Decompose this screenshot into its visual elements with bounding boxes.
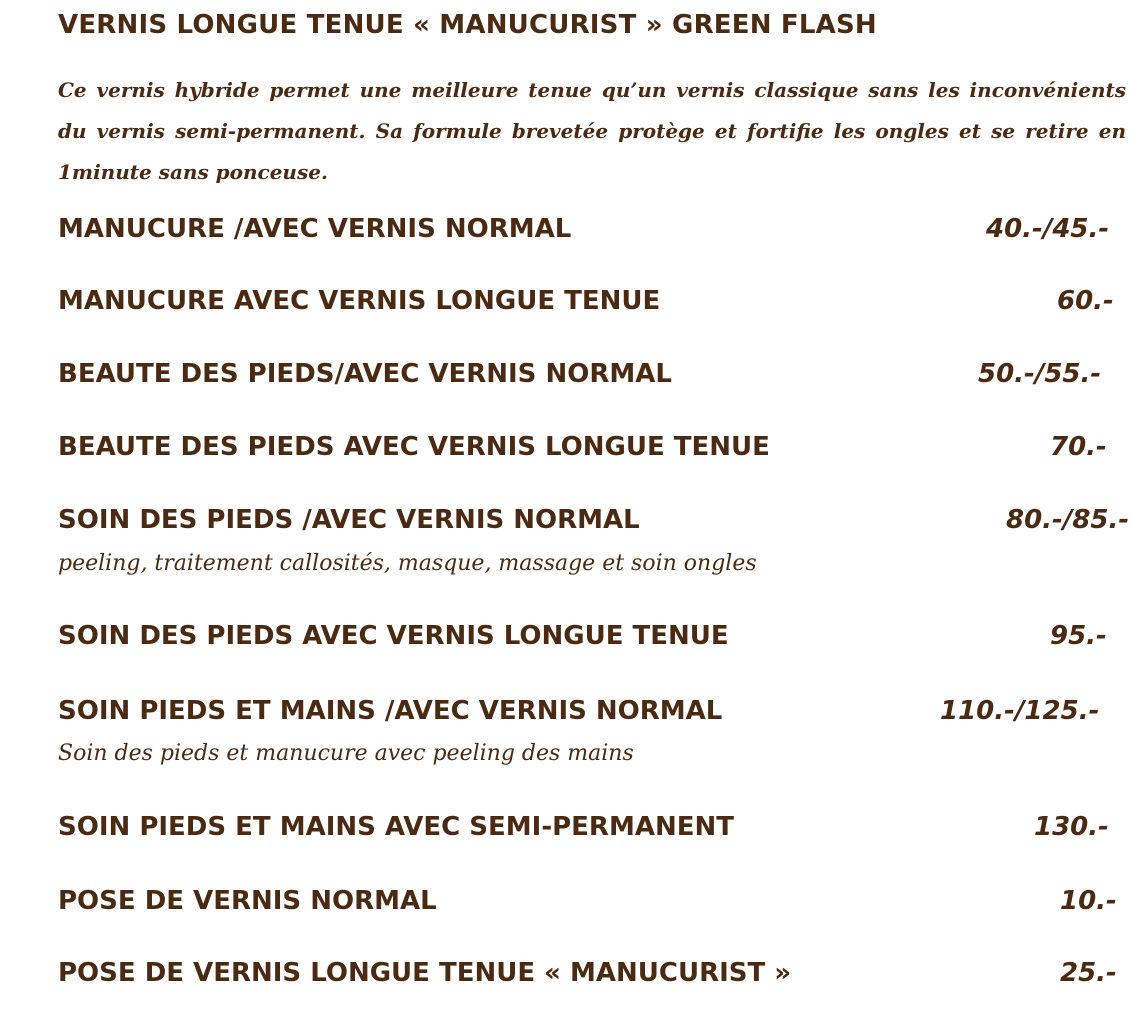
service-row xyxy=(58,505,1130,545)
service-name: MANUCURE /AVEC VERNIS NORMAL xyxy=(58,214,572,244)
service-price: 50.-/55.- xyxy=(978,359,1102,389)
service-name: BEAUTE DES PIEDS AVEC VERNIS LONGUE TENUE xyxy=(58,432,770,462)
service-price: 80.-/85.- xyxy=(1006,505,1130,535)
service-price: 95.- xyxy=(1050,621,1107,651)
service-row xyxy=(58,696,1126,736)
service-row xyxy=(58,432,1126,472)
service-row xyxy=(58,214,1126,254)
service-name: POSE DE VERNIS NORMAL xyxy=(58,886,437,916)
service-name: MANUCURE AVEC VERNIS LONGUE TENUE xyxy=(58,286,661,316)
service-name: BEAUTE DES PIEDS/AVEC VERNIS NORMAL xyxy=(58,359,672,389)
service-row xyxy=(58,286,1126,326)
service-price: 130.- xyxy=(1034,812,1109,842)
service-row xyxy=(58,812,1126,852)
service-note: peeling, traitement callosités, masque, massage et soin ongles xyxy=(58,551,757,576)
service-price: 10.- xyxy=(1060,886,1117,916)
service-name: SOIN PIEDS ET MAINS AVEC SEMI-PERMANENT xyxy=(58,812,734,842)
service-row xyxy=(58,621,1126,661)
service-name: SOIN DES PIEDS /AVEC VERNIS NORMAL xyxy=(58,505,640,535)
service-price: 70.- xyxy=(1050,432,1107,462)
service-row xyxy=(58,958,1126,998)
service-row xyxy=(58,359,1126,399)
service-name: POSE DE VERNIS LONGUE TENUE « MANUCURIST » xyxy=(58,958,792,988)
service-row xyxy=(58,886,1126,926)
service-price: 40.-/45.- xyxy=(986,214,1110,244)
section-heading: VERNIS LONGUE TENUE « MANUCURIST » GREEN FLASH xyxy=(58,10,877,40)
intro-paragraph: Ce vernis hybride permet une meilleure tenue qu’un vernis classique sans les inconvénients du vernis semi-permanent. Sa formule brevetée protège et fortifie les ongles et se retire en 1minute sans ponceuse. xyxy=(58,78,1126,184)
service-name: SOIN DES PIEDS AVEC VERNIS LONGUE TENUE xyxy=(58,621,729,651)
service-price: 60.- xyxy=(1057,286,1114,316)
service-price: 25.- xyxy=(1060,958,1117,988)
service-price: 110.-/125.- xyxy=(940,696,1100,726)
service-name: SOIN PIEDS ET MAINS /AVEC VERNIS NORMAL xyxy=(58,696,723,726)
service-note: Soin des pieds et manucure avec peeling des mains xyxy=(58,741,634,766)
